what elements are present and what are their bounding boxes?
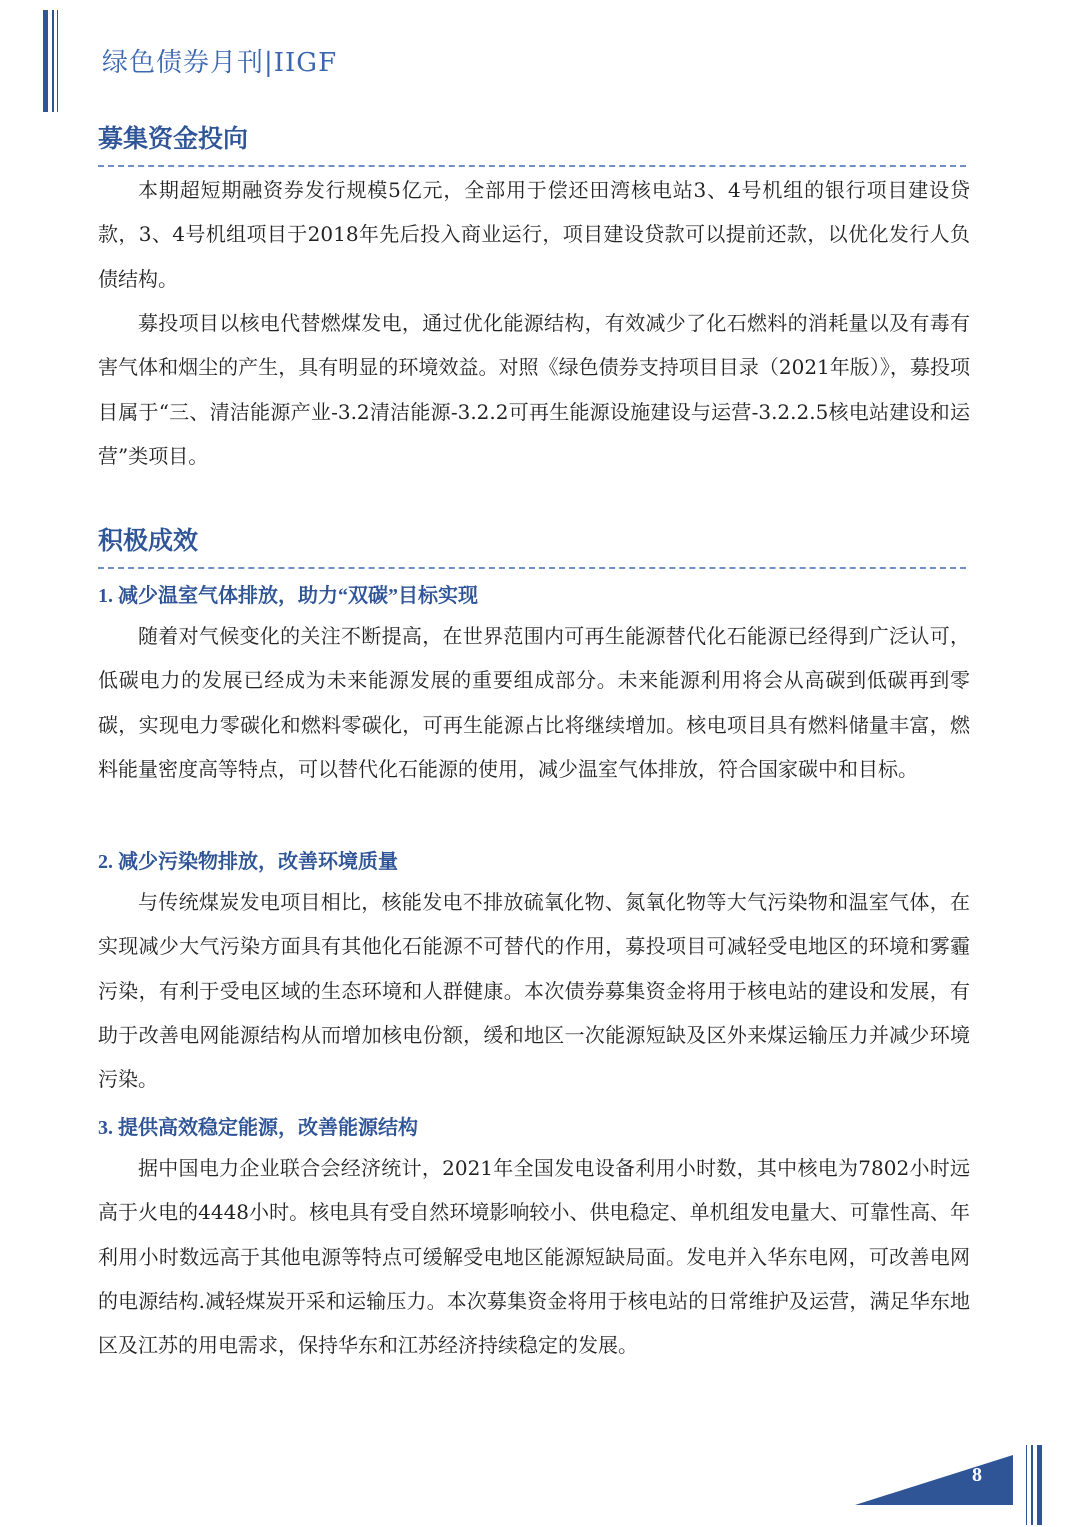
publication-title: 绿色债券月刊|IIGF [102,48,338,78]
effect-paragraph-2: 与传统煤炭发电项目相比，核能发电不排放硫氧化物、氮氧化物等大气污染物和温室气体，在实现减少大气污染方面具有其他化石能源不可替代的作用，募投项目可减轻受电地区的环境和雾霾污染，有利于受电区域的生态环境和人群健康。本次债券募集资金将用于核电站的建设和发展，有助于改善电网能源结构从而增加核电份额，缓和地区一次能源短缺及区外来煤运输压力并减少环境污染。 [98,890,970,1092]
section-title-effects: 积极成效 [98,526,199,555]
section-divider [98,567,966,569]
footer-decoration-bars [1026,1445,1046,1525]
fund-use-paragraph-2: 募投项目以核电代替燃煤发电，通过优化能源结构，有效减少了化石燃料的消耗量以及有毒有害气体和烟尘的产生，具有明显的环境效益。对照《绿色债券支持项目目录（2021年版）》，募投项目属于“三、清洁能源产业-3.2清洁能源-3.2.2可再生能源设施建设与运营-3.2.2.5核电站建设和运营”类项目。 [98,311,970,468]
effect-paragraph-3: 据中国电力企业联合会经济统计，2021年全国发电设备利用小时数，其中核电为7802小时远高于火电的4448小时。核电具有受自然环境影响较小、供电稳定、单机组发电量大、可靠性高、年利用小时数远高于其他电源等特点可缓解受电地区能源短缺局面。发电并入华东电网，可改善电网的电源结构.减轻煤炭开采和运输压力。本次募集资金将用于核电站的日常维护及运营，满足华东地区及江苏的用电需求，保持华东和江苏经济持续稳定的发展。 [98,1156,970,1358]
section-divider [98,165,966,167]
effect-heading-1: 1. 减少温室气体排放，助力“双碳”目标实现 [98,585,478,607]
effect-paragraph-1: 随着对气候变化的关注不断提高，在世界范围内可再生能源替代化石能源已经得到广泛认可，低碳电力的发展已经成为未来能源发展的重要组成部分。未来能源利用将会从高碳到低碳再到零碳，实现电力零碳化和燃料零碳化，可再生能源占比将继续增加。核电项目具有燃料储量丰富，燃料能量密度高等特点，可以替代化石能源的使用，减少温室气体排放，符合国家碳中和目标。 [98,624,970,781]
effect-heading-2: 2. 减少污染物排放，改善环境质量 [98,851,398,873]
header-decoration-bars [43,10,63,112]
fund-use-paragraph-1: 本期超短期融资券发行规模5亿元，全部用于偿还田湾核电站3、4号机组的银行项目建设贷款，3、4号机组项目于2018年先后投入商业运行，项目建设贷款可以提前还款，以优化发行人负债结构。 [98,178,970,291]
section-title-fund-use: 募集资金投向 [98,124,249,153]
page-number: 8 [972,1464,982,1486]
effect-heading-3: 3. 提供高效稳定能源，改善能源结构 [98,1117,418,1139]
